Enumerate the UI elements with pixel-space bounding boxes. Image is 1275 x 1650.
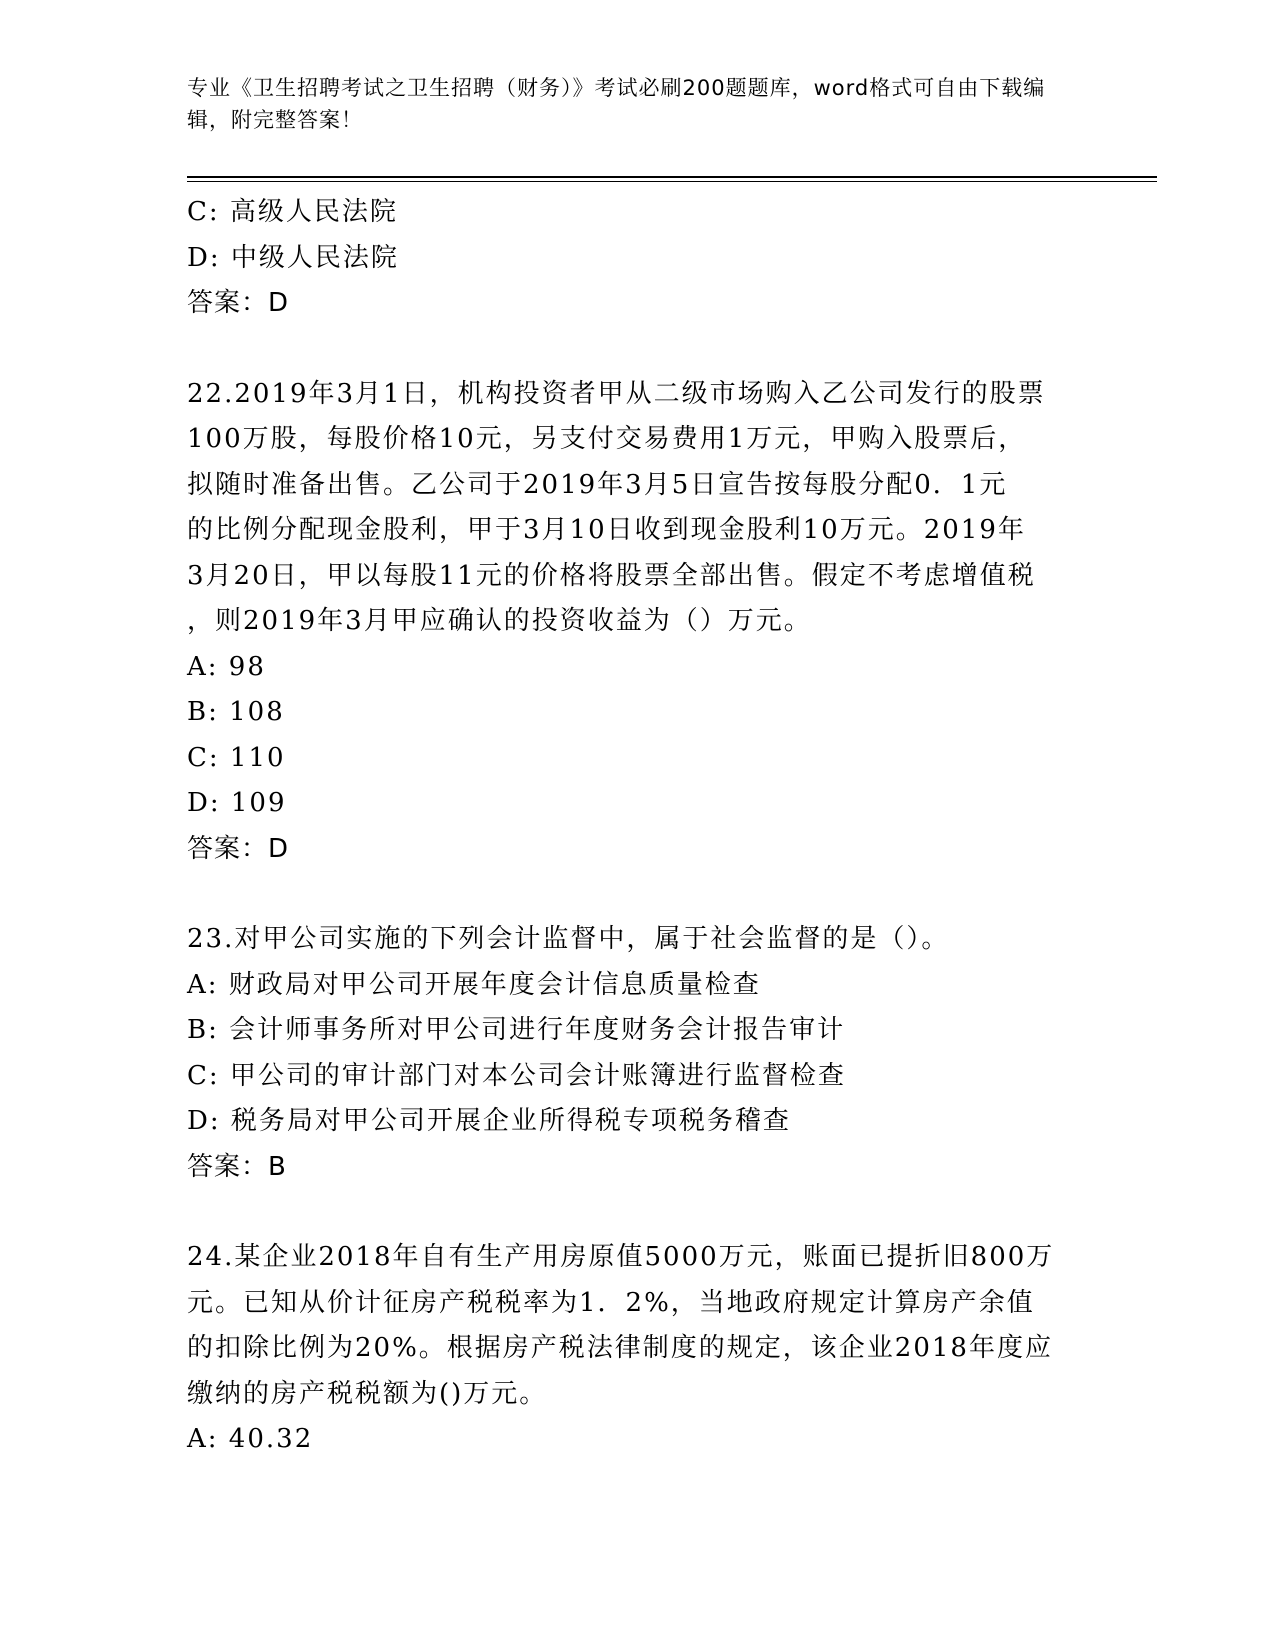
option-b: B: 108	[187, 697, 285, 727]
spacer	[187, 327, 1087, 372]
page-header	[187, 72, 1067, 136]
question-stem-line: 100万股，每股价格10元，另支付交易费用1万元，甲购入股票后，	[187, 424, 1027, 454]
question-23	[187, 917, 1087, 1190]
question-stem-line: 的扣除比例为20%。根据房产税法律制度的规定，该企业2018年度应	[187, 1333, 1053, 1363]
spacer	[187, 872, 1087, 917]
question-stem-line: 缴纳的房产税税额为()万元。	[187, 1378, 548, 1409]
header-divider	[187, 176, 1157, 182]
answer-label: 答案：D	[187, 288, 290, 318]
question-stem-line: 3月20日，甲以每股11元的价格将股票全部出售。假定不考虑增值税	[187, 560, 1036, 591]
option-c: C: 110	[187, 742, 286, 773]
document-title: 专业《卫生招聘考试之卫生招聘（财务）》考试必刷200题题库，word格式可自由下载编辑，附完整答案！	[187, 76, 1046, 132]
option-a: A: 98	[187, 651, 266, 682]
option-c: C: 甲公司的审计部门对本公司会计账簿进行监督检查	[187, 1060, 846, 1091]
question-stem-line: 24.某企业2018年自有生产用房原值5000万元，账面已提折旧800万	[187, 1242, 1055, 1272]
option-b: B: 会计师事务所对甲公司进行年度财务会计报告审计	[187, 1015, 846, 1045]
option-d: D: 109	[187, 788, 287, 818]
option-a: A: 财政局对甲公司开展年度会计信息质量检查	[187, 969, 761, 1000]
option-d: D: 税务局对甲公司开展企业所得税专项税务稽查	[187, 1106, 791, 1136]
question-22	[187, 372, 1087, 873]
question-stem-line: 22.2019年3月1日，机构投资者甲从二级市场购入乙公司发行的股票	[187, 378, 1046, 409]
question-stem-line: 元。已知从价计征房产税税率为1．2%，当地政府规定计算房产余值	[187, 1287, 1035, 1318]
answer-label: 答案：D	[187, 833, 290, 864]
option-c: C: 高级人民法院	[187, 197, 398, 227]
question-stem-line: ，则2019年3月甲应确认的投资收益为（）万元。	[187, 606, 812, 636]
document-body	[187, 190, 1087, 1463]
option-a: A: 40.32	[187, 1424, 314, 1454]
question-stem-line: 的比例分配现金股利，甲于3月10日收到现金股利10万元。2019年	[187, 515, 1026, 545]
question-stem-line: 拟随时准备出售。乙公司于2019年3月5日宣告按每股分配0．1元	[187, 469, 1008, 500]
answer-label: 答案：B	[187, 1151, 287, 1182]
question-21-tail	[187, 190, 1087, 327]
spacer	[187, 1190, 1087, 1235]
option-d: D: 中级人民法院	[187, 242, 399, 273]
question-stem: 23.对甲公司实施的下列会计监督中，属于社会监督的是（）。	[187, 924, 950, 954]
question-24	[187, 1235, 1087, 1463]
